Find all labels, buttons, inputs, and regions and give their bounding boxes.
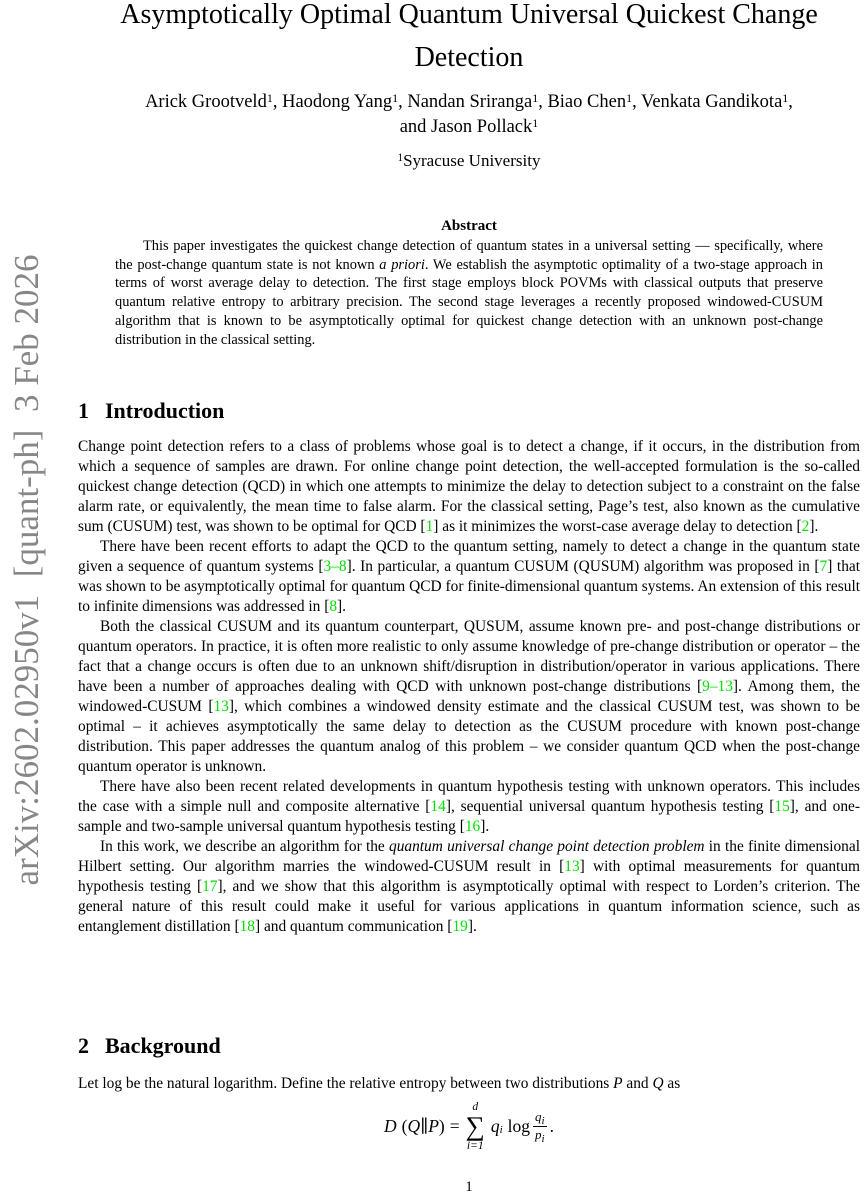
- text-run: ] and quantum communication [: [254, 918, 453, 935]
- fraction-denominator: $p_i$: [535, 1127, 545, 1145]
- text-run: In this work, we describe an algorithm for the: [100, 838, 389, 855]
- text-run: Syracuse University: [403, 151, 541, 170]
- paper-title-line2: Detection: [414, 42, 524, 73]
- text-run: a priori: [379, 256, 425, 273]
- citation-link[interactable]: 16: [464, 818, 481, 835]
- paragraph: [78, 537, 860, 617]
- text-run: , Haodong Yang: [272, 92, 393, 112]
- citation-link[interactable]: 14: [430, 798, 446, 815]
- text-run: ]. Among them, the windowed-CUSUM [: [78, 678, 861, 715]
- text-run: There have also been recent related developments in quantum hypothesis testing with unknown operators. This includes the case with a simple null and composite alternative [: [78, 778, 860, 815]
- abstract-text: [115, 237, 823, 349]
- paragraph: [78, 437, 860, 537]
- superscript-marker: 1: [266, 90, 273, 105]
- text-run: ].: [480, 818, 490, 835]
- eq-close-paren: ): [438, 1116, 445, 1136]
- eq-q-subscript: i: [499, 1123, 503, 1136]
- citation-link[interactable]: 13: [213, 698, 229, 715]
- superscript-marker: 1: [532, 90, 539, 105]
- text-run: ] with optimal measurements for quantum hypothesis testing [: [78, 858, 860, 895]
- eq-log: log: [507, 1116, 531, 1136]
- eq-P: P: [428, 1116, 439, 1136]
- paragraph: [78, 1074, 860, 1094]
- sigma-glyph: ∑: [465, 1111, 485, 1141]
- author-line: [78, 115, 860, 140]
- superscript-marker: 1: [392, 90, 399, 105]
- sum-upper-limit: d: [472, 1101, 479, 1113]
- text-run: ] as it minimizes the worst-case average delay to detection [: [433, 518, 802, 535]
- citation-link[interactable]: 19: [452, 918, 468, 935]
- eq-q: q: [490, 1116, 500, 1136]
- introduction-body: [78, 437, 860, 937]
- citation-link[interactable]: 8: [329, 598, 338, 615]
- eq-D: D: [384, 1116, 397, 1136]
- section-title: Background: [105, 1033, 221, 1058]
- eq-Q: Q: [407, 1116, 421, 1136]
- author-list: [78, 90, 860, 140]
- page-number: 1: [465, 1179, 473, 1195]
- fraction-numerator: $q_i$: [535, 1109, 545, 1127]
- superscript-marker: 1: [782, 90, 789, 105]
- fraction: [533, 1109, 547, 1144]
- text-run: and: [622, 1075, 653, 1092]
- sum-lower-limit: i=1: [466, 1140, 484, 1152]
- text-run: . We establish the asymptotic optimality of a two-stage approach in terms of worst average delay to detection. The first stage employs block POVMs with classical outputs that preserve quantum relative entropy to arbitrary precision. The second stage leverages a recently proposed windowed-CUSUM algorithm that is known to be asymptotically optimal for quickest change detection with an unknown post-change distribution in the classical setting.: [115, 256, 824, 348]
- text-run: There have been recent efforts to adapt the QCD to the quantum setting, namely to detect a change in the quantum state given a sequence of quantum systems [: [78, 538, 860, 575]
- text-run: Change point detection refers to a class of problems whose goal is to detect a change, if it occurs, in the distribution from which a sequence of samples are drawn. For online change point detection, the well-accepted formulation is the so-called quickest change detection (QCD) in which one attempts to minimize the delay to detection subject to a constraint on the false alarm rate, or equivalently, the mean time to false alarm. For the classical setting, Page’s test, also known as the cumulative sum (CUSUM) test, was shown to be optimal for QCD [: [78, 438, 860, 535]
- citation-link[interactable]: 3–8: [323, 558, 347, 575]
- text-run: P: [613, 1075, 623, 1092]
- arxiv-watermark: arXiv:2602.02950v1 [quant-ph] 3 Feb 2026: [7, 254, 46, 886]
- superscript-marker: 1: [532, 115, 539, 130]
- text-run: ]. In particular, a quantum CUSUM (QUSUM) algorithm was proposed in [: [346, 558, 820, 575]
- text-run: and Jason Pollack: [399, 117, 533, 137]
- text-run: This paper investigates the quickest change detection of quantum states in a universal setting — specifically, where the post-change quantum state is not known: [115, 238, 823, 273]
- text-run: ], and we show that this algorithm is asymptotically optimal with respect to Lorden’s criterion. The general nature of this result could make it useful for various applications in quantum information science, such as entanglement distillation [: [78, 878, 860, 935]
- text-run: ].: [467, 918, 477, 935]
- text-run: Arick Grootveld: [145, 92, 267, 112]
- relative-entropy-equation: [78, 1101, 860, 1152]
- section-heading-introduction: [78, 398, 224, 424]
- eq-parallel-bar: ∥: [420, 1116, 429, 1136]
- eq-open-paren: (: [401, 1116, 408, 1136]
- text-run: ].: [337, 598, 347, 615]
- text-run: ], and one-sample and two-sample universal quantum hypothesis testing [: [78, 798, 860, 835]
- text-run: ] that was shown to be asymptotically optimal for quantum QCD for finite-dimensional quantum systems. An extension of this result to infinite dimensions was addressed in [: [78, 558, 861, 615]
- text-run: , Nandan Sriranga: [398, 92, 533, 112]
- citation-link[interactable]: 13: [564, 858, 580, 875]
- citation-link[interactable]: 18: [239, 918, 255, 935]
- citation-link[interactable]: 15: [774, 798, 790, 815]
- paper-title-line1: Asymptotically Optimal Quantum Universal Quickest Change: [120, 0, 818, 30]
- background-body: [78, 1074, 860, 1094]
- citation-link[interactable]: 9–13: [702, 678, 733, 695]
- text-run: , Biao Chen: [538, 92, 627, 112]
- text-run: as: [663, 1075, 681, 1092]
- section-title: Introduction: [105, 398, 225, 423]
- eq-period: .: [549, 1116, 554, 1136]
- text-run: Both the classical CUSUM and its quantum counterpart, QUSUM, assume known pre- and post-change distributions or quantum operators. In practice, it is often more realistic to only assume knowledge of pre-change distribution or operator – the fact that a change occurs is often due to an unknown shift/disruption in distribution/operator in various applications. There have been a number of approaches dealing with QCD with unknown post-change distributions [: [78, 618, 860, 695]
- section-heading-background: [78, 1033, 221, 1059]
- superscript-marker: 1: [397, 152, 404, 165]
- text-run: ,: [788, 92, 793, 112]
- superscript-marker: 1: [626, 90, 633, 105]
- text-run: quantum universal change point detection problem: [389, 838, 705, 855]
- citation-link[interactable]: 17: [202, 878, 218, 895]
- author-line: [78, 90, 860, 115]
- text-run: ].: [809, 518, 819, 535]
- paragraph: [78, 777, 860, 837]
- affiliation: [78, 150, 860, 174]
- text-run: Let log be the natural logarithm. Define the relative entropy between two distributions: [78, 1075, 614, 1092]
- text-run: Q: [652, 1075, 664, 1092]
- citation-link[interactable]: 7: [819, 558, 828, 575]
- section-number: 1: [78, 398, 89, 423]
- section-number: 2: [78, 1033, 89, 1058]
- abstract-heading: Abstract: [441, 218, 497, 234]
- text-run: ], sequential universal quantum hypothesis testing [: [445, 798, 775, 815]
- paper-title: [78, 0, 860, 79]
- paragraph: [78, 617, 860, 777]
- citation-link[interactable]: 1: [425, 518, 434, 535]
- text-run: , Venkata Gandikota: [632, 92, 783, 112]
- summation-symbol: [466, 1101, 485, 1152]
- eq-equals: =: [449, 1116, 460, 1136]
- text-run: in the finite dimensional Hilbert setting. Our algorithm marries the windowed-CUSUM result in [: [78, 838, 860, 875]
- document-page: [78, 0, 860, 1200]
- text-run: ], which combines a windowed density estimate and the classical CUSUM test, was shown to be optimal – it achieves asymptotically the same delay to detection as the CUSUM procedure with known post-change distribution. This paper addresses the quantum analog of this problem – we consider quantum QCD when the post-change quantum operator is unknown.: [78, 698, 860, 775]
- citation-link[interactable]: 2: [801, 518, 810, 535]
- paragraph: [78, 837, 860, 937]
